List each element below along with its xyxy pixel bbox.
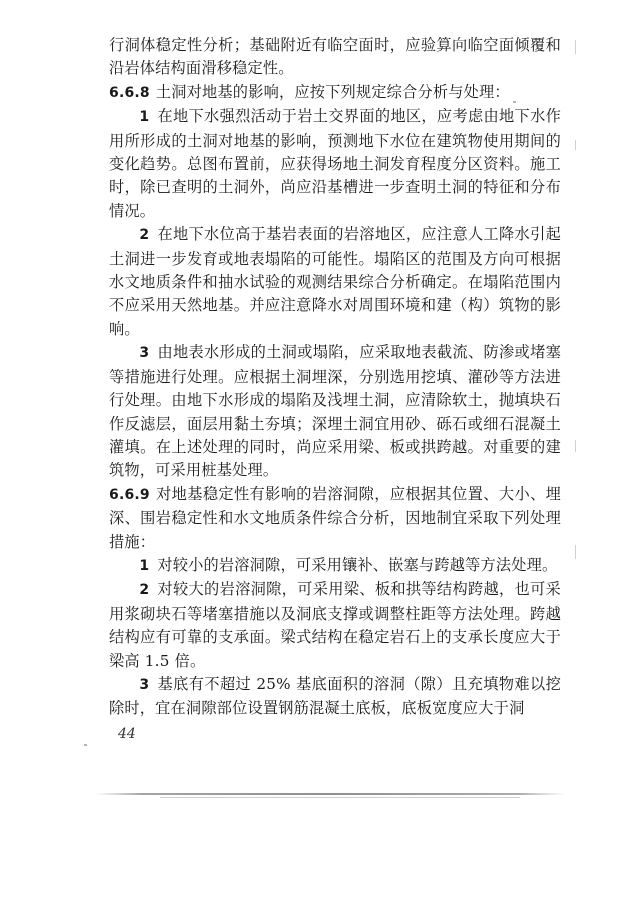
clause-6-6-9-item-3	[109, 673, 561, 721]
clause-6-6-8-item-1	[109, 105, 561, 223]
clause-text: 土洞对地基的影响，应按下列规定综合分析与处理：	[155, 82, 510, 101]
item-text: 由地表水形成的土洞或塌陷，应采取地表截流、防渗或堵塞等措施进行处理。应根据土洞埋深，分别选用挖填、灌砂等方法进行处理。由地下水形成的塌陷及浅埋土洞，应清除软土，抛填块石作反滤层，面层用黏土夯填；深埋土洞宜用砂、砾石或细石混凝土灌填。在上述处理的同时，尚应采用梁、板或拱跨越。对重要的建筑物，可采用桩基处理。	[109, 343, 561, 480]
item-text: 对较小的岩溶洞隙，可采用镶补、嵌塞与跨越等方法处理。	[157, 555, 558, 574]
clause-number: 6.6.8	[109, 84, 150, 101]
clause-number: 6.6.9	[109, 486, 150, 503]
scan-speck	[84, 744, 87, 746]
item-text: 在地下水强烈活动于岩土交界面的地区，应考虑由地下水作用所形成的土洞对地基的影响，预测地下水位在建筑物使用期间的变化趋势。总图布置前，应获得场地土洞发育程度分区资料。施工时，除已查明的土洞外，尚应沿基槽进一步查明土洞的特征和分布情况。	[109, 107, 561, 220]
body-text	[109, 34, 561, 721]
scan-margin-mark	[575, 140, 576, 150]
item-text: 对较大的岩溶洞隙，可采用梁、板和拱等结构跨越，也可采用浆砌块石等堵塞措施以及洞底支撑或调整柱距等方法处理。跨越结构应有可靠的支承面。梁式结构在稳定岩石上的支承长度应大于梁高 1.5 倍。	[109, 580, 561, 670]
item-text: 基底有不超过 25% 基底面积的溶洞（隙）且充填物难以挖除时，宜在洞隙部位设置钢筋混凝土底板，底板宽度应大于洞	[109, 674, 561, 718]
item-number: 1	[139, 557, 150, 574]
scan-edge-line	[95, 793, 565, 795]
item-number: 1	[139, 109, 150, 126]
scan-speck	[513, 101, 516, 103]
paragraph-text: 行洞体稳定性分析；基础附近有临空面时，应验算向临空面倾覆和沿岩体结构面滑移稳定性。	[109, 36, 561, 78]
scan-margin-mark	[575, 40, 576, 54]
clause-6-6-9	[109, 483, 561, 554]
scan-margin-mark	[575, 440, 576, 452]
clause-6-6-9-item-2	[109, 578, 561, 673]
clause-6-6-8	[109, 81, 561, 105]
paragraph-continuation	[109, 34, 561, 81]
scan-margin-mark	[575, 545, 576, 559]
item-number: 2	[139, 582, 150, 599]
clause-6-6-8-item-3	[109, 341, 561, 482]
page-number: 44	[118, 726, 136, 742]
clause-text: 对地基稳定性有影响的岩溶洞隙，应根据其位置、大小、埋深、围岩稳定性和水文地质条件综合分析，因地制宜采取下列处理措施：	[109, 484, 561, 551]
item-number: 3	[139, 345, 150, 362]
item-number: 2	[139, 227, 150, 244]
scan-edge-line-faint	[160, 797, 520, 798]
clause-6-6-9-item-1	[109, 554, 561, 578]
item-number: 3	[139, 676, 150, 693]
item-text: 在地下水位高于基岩表面的岩溶地区，应注意人工降水引起土洞进一步发育或地表塌陷的可能性。塌陷区的范围及方向可根据水文地质条件和抽水试验的观测结果综合分析确定。在塌陷范围内不应采用天然地基。并应注意降水对周围环境和建（构）筑物的影响。	[109, 225, 561, 338]
clause-6-6-8-item-2	[109, 223, 561, 341]
